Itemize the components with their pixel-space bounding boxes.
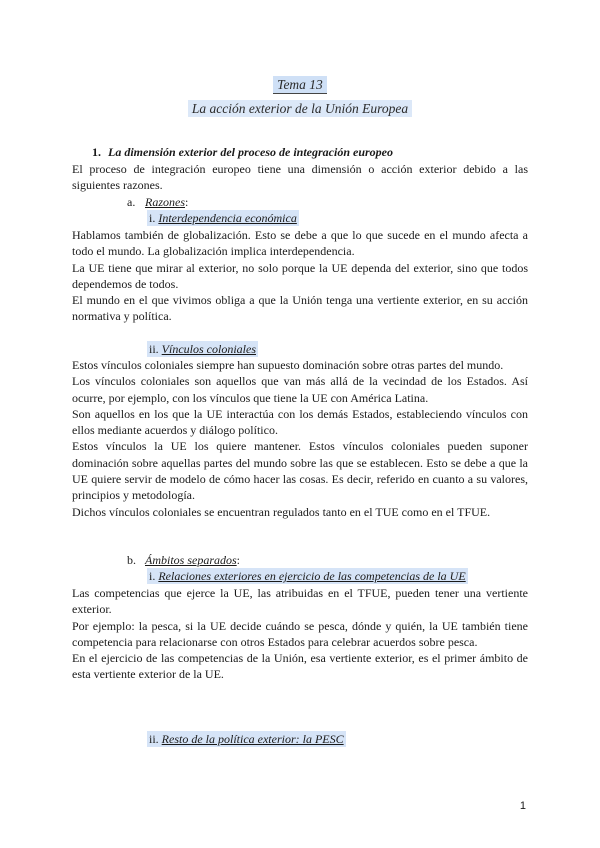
section-intro: El proceso de integración europeo tiene una dimensión o acción exterior debido a las siguientes razones. bbox=[72, 162, 528, 193]
page-subtitle: La acción exterior de la Unión Europea bbox=[0, 101, 600, 117]
subsection-razones: a. Razones: bbox=[127, 195, 189, 209]
page-title: Tema 13 bbox=[0, 77, 600, 93]
section-heading: 1. La dimensión exterior del proceso de integración europeo bbox=[92, 145, 393, 159]
item-pesc: ii. Resto de la política exterior: la PESC bbox=[149, 732, 344, 746]
item-interdependencia: i. Interdependencia económica bbox=[149, 211, 297, 225]
item-relaciones-exteriores: i. Relaciones exteriores en ejercicio de las competencias de la UE bbox=[149, 569, 466, 583]
item-vinculos: ii. Vínculos coloniales bbox=[149, 342, 256, 356]
interdependencia-body: Hablamos también de globalización. Esto se debe a que lo que sucede en el mundo afecta a todo el mundo. La globalización implica interdependencia. La UE tiene que mirar al exterior, no solo porque la UE dependa del exterior, sino que todos dependemos de todos. El mundo en el que vivimos obliga a que la Unión tenga una vertiente exterior, en su acción normativa y política. bbox=[72, 228, 528, 324]
relaciones-body: Las competencias que ejerce la UE, las atribuidas en el TFUE, pueden tener una vertiente exterior. Por ejemplo: la pesca, si la UE decide cuándo se pesca, dónde y quién, la UE también tiene competencia para relacionarse con otros Estados para celebrar acuerdos sobre pesca. En el ejercicio de las competencias de la Unión, esa vertiente exterior, es el primer ámbito de esta vertiente exterior de la UE. bbox=[72, 586, 528, 682]
page-number: 1 bbox=[519, 800, 526, 812]
vinculos-body: Estos vínculos coloniales siempre han supuesto dominación sobre otras partes del mundo. Los vínculos coloniales son aquellos que van más allá de la vecindad de los Estados. Así ocurre, por ejemplo, con los vínculos que tiene la UE con América Latina. Son aquellos en los que la UE interactúa con los demás Estados, estableciendo vínculos con ellos mediante acuerdos y diálogo político. Estos vínculos la UE los quiere mantener. Estos vínculos coloniales pueden suponer dominación sobre aquellas partes del mundo sobre las que se establecen. Esto se debe a que la UE quiere servir de modelo de cómo hacer las cosas. Es decir, referido en cuanto a su valores, principios y metodología. Dichos vínculos coloniales se encuentran regulados tanto en el TUE como en el TFUE. bbox=[72, 358, 528, 519]
subsection-ambitos: b. Ámbitos separados: bbox=[127, 553, 241, 567]
